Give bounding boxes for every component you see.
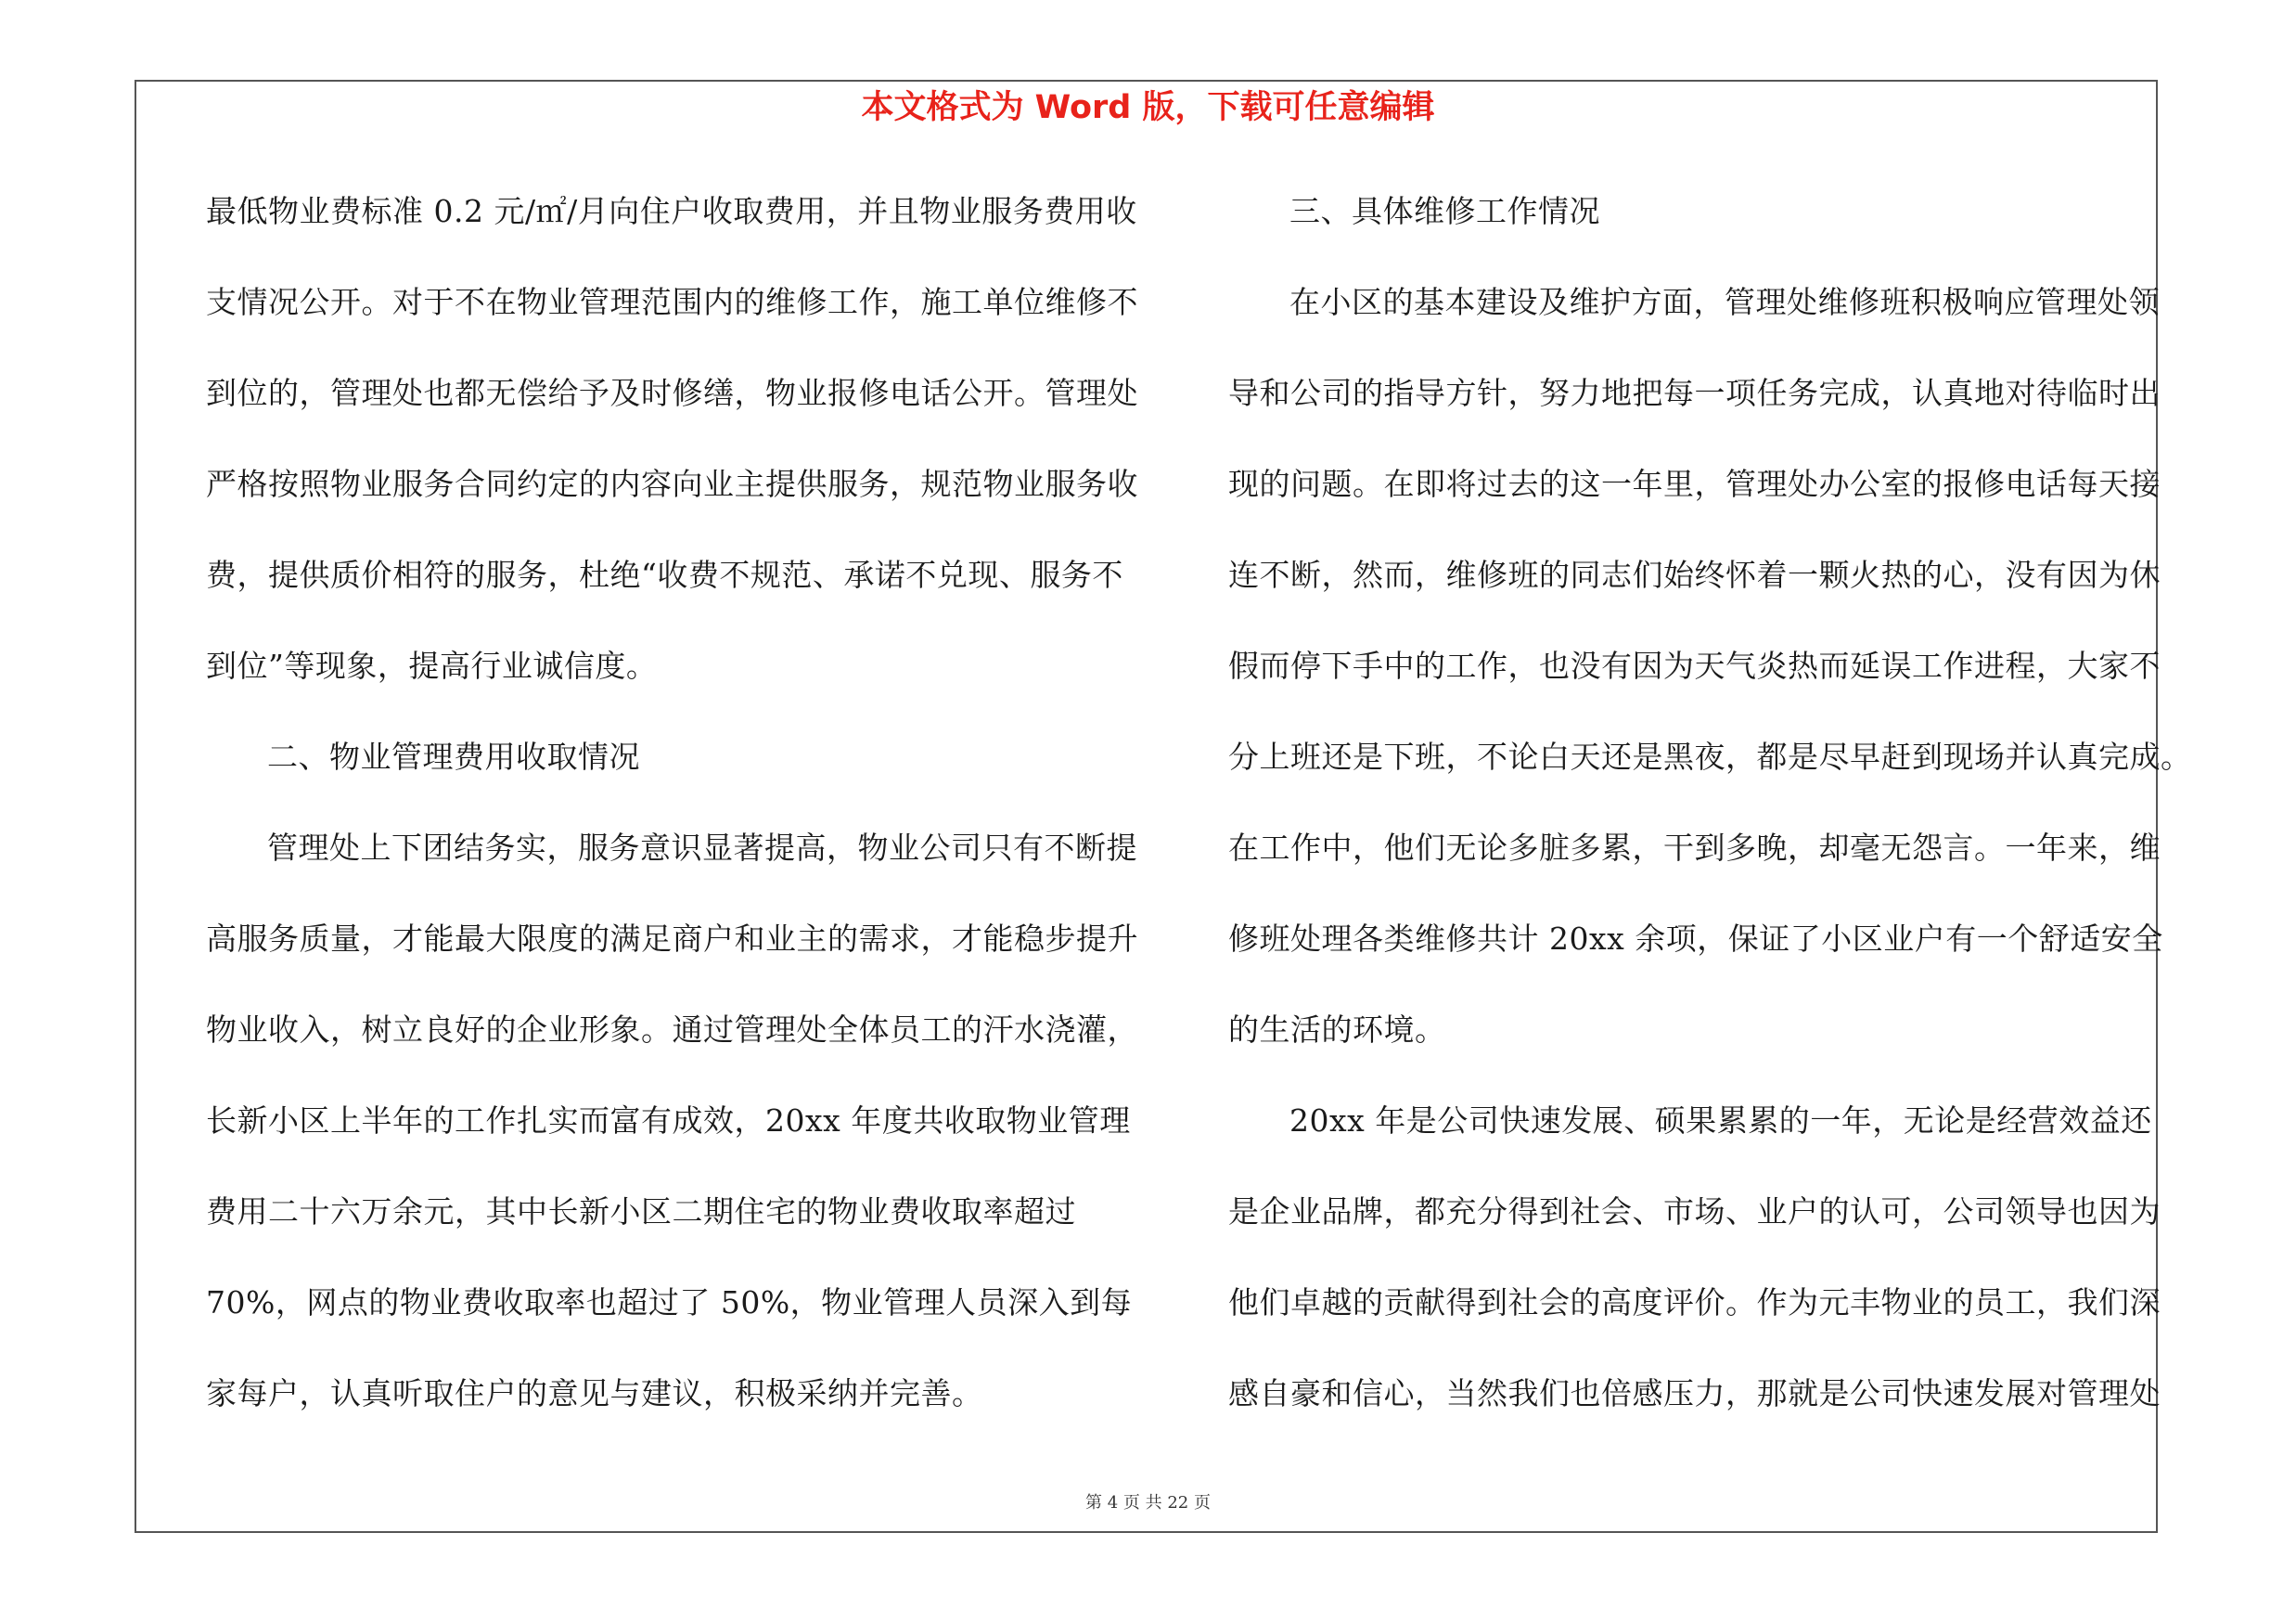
text-line: 修班处理各类维修共计 20xx 余项，保证了小区业户有一个舒适安全 (1228, 921, 2163, 957)
page-number: 第 4 页 共 22 页 (1085, 1493, 1211, 1513)
text-line: 家每户，认真听取住户的意见与建议，积极采纳并完善。 (206, 1375, 983, 1411)
text-line: 70%，网点的物业费收取率也超过了 50%，物业管理人员深入到每 (206, 1284, 1133, 1320)
section-heading: 二、物业管理费用收取情况 (267, 739, 640, 775)
word-format-banner: 本文格式为 Word 版，下载可任意编辑 (861, 89, 1435, 126)
text-line: 长新小区上半年的工作扎实而富有成效，20xx 年度共收取物业管理 (206, 1102, 1131, 1139)
text-line: 他们卓越的贡献得到社会的高度评价。作为元丰物业的员工，我们深 (1228, 1284, 2161, 1320)
text-line: 在工作中，他们无论多脏多累，干到多晚，却毫无怨言。一年来，维 (1228, 830, 2161, 866)
text-line: 分上班还是下班，不论白天还是黑夜，都是尽早赶到现场并认真完成。 (1228, 739, 2192, 775)
text-line: 严格按照物业服务合同约定的内容向业主提供服务，规范物业服务收 (206, 466, 1138, 502)
right-text-column (1228, 182, 2192, 1455)
text-line: 费，提供质价相符的服务，杜绝“收费不规范、承诺不兑现、服务不 (206, 557, 1123, 593)
text-line: 支情况公开。对于不在物业管理范围内的维修工作，施工单位维修不 (206, 284, 1138, 320)
text-line: 到位的，管理处也都无偿给予及时修缮，物业报修电话公开。管理处 (206, 375, 1138, 411)
text-line: 到位”等现象，提高行业诚信度。 (206, 648, 658, 684)
text-line: 感自豪和信心，当然我们也倍感压力，那就是公司快速发展对管理处 (1228, 1375, 2161, 1411)
text-line: 费用二十六万余元，其中长新小区二期住宅的物业费收取率超过 (206, 1193, 1076, 1230)
text-line: 导和公司的指导方针，努力地把每一项任务完成，认真地对待临时出 (1228, 375, 2161, 411)
text-line: 连不断，然而，维修班的同志们始终怀着一颗火热的心，没有因为休 (1228, 557, 2161, 593)
text-line: 现的问题。在即将过去的这一年里，管理处办公室的报修电话每天接 (1228, 466, 2161, 502)
text-line: 20xx 年是公司快速发展、硕果累累的一年，无论是经营效益还 (1289, 1102, 2152, 1139)
text-line: 最低物业费标准 0.2 元/㎡/月向住户收取费用，并且物业服务费用收 (206, 193, 1137, 229)
left-text-column (206, 182, 1138, 1455)
text-line: 假而停下手中的工作，也没有因为天气炎热而延误工作进程，大家不 (1228, 648, 2161, 684)
text-line: 高服务质量，才能最大限度的满足商户和业主的需求，才能稳步提升 (206, 921, 1138, 957)
section-heading: 三、具体维修工作情况 (1289, 193, 1600, 229)
text-line: 管理处上下团结务实，服务意识显著提高，物业公司只有不断提 (267, 830, 1137, 866)
text-line: 的生活的环境。 (1228, 1011, 1446, 1048)
text-line: 物业收入，树立良好的企业形象。通过管理处全体员工的汗水浇灌， (206, 1011, 1138, 1048)
text-line: 是企业品牌，都充分得到社会、市场、业户的认可，公司领导也因为 (1228, 1193, 2161, 1230)
text-line: 在小区的基本建设及维护方面，管理处维修班积极响应管理处领 (1289, 284, 2160, 320)
